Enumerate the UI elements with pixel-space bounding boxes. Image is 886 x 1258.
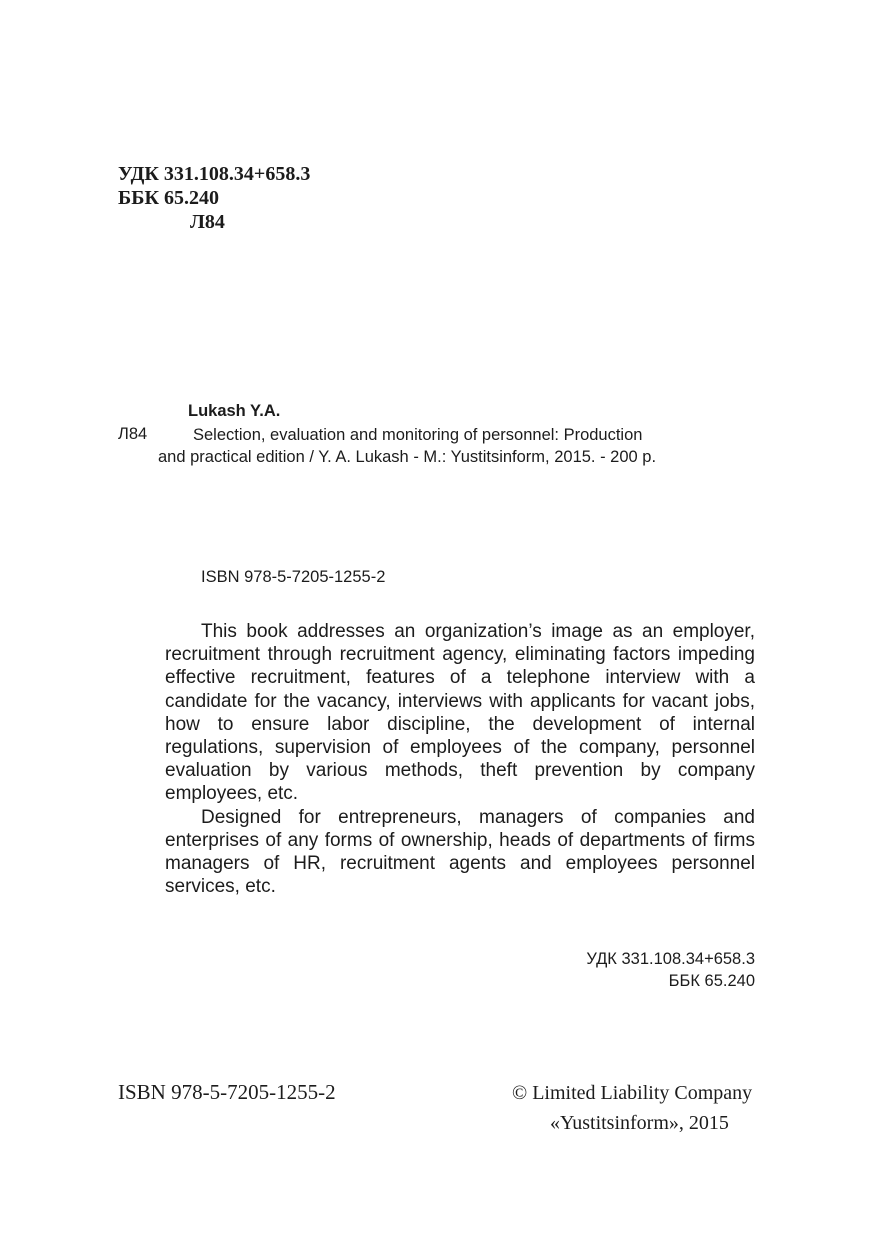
classification-codes-header	[118, 162, 310, 234]
catalog-author: Lukash Y.A.	[188, 402, 281, 420]
copyright-line-2: «Yustitsinform», 2015	[550, 1112, 729, 1134]
copyright	[512, 1078, 752, 1138]
bibliographic-description	[158, 425, 760, 468]
abstract-paragraph-1: This book addresses an organization’s image as an employer, recruitment through recruitment agency, eliminating factors impeding effective recruitment, features of a telephone interview with a candidate for the vacancy, interviews with applicants for vacant jobs, how to ensure labor discipline, the development of internal regulations, supervision of employees of the company, personnel evaluation by various methods, theft prevention by company employees, etc.	[165, 621, 755, 805]
abstract-paragraph-2: Designed for entrepreneurs, managers of companies and enterprises of any forms of ownership, heads of departments of firms managers of HR, recruitment agents and employees personnel services, etc.	[165, 806, 755, 898]
isbn-top: ISBN 978-5-7205-1255-2	[201, 568, 386, 586]
footer-bbk-code: ББК 65.240	[668, 972, 755, 990]
bbk-code: ББК 65.240	[118, 187, 219, 209]
isbn-bottom: ISBN 978-5-7205-1255-2	[118, 1080, 336, 1104]
author-sign: Л84	[190, 211, 225, 233]
catalog-author-sign: Л84	[118, 425, 148, 443]
bibliographic-line-2: and practical edition / Y. A. Lukash - M.: Yustitsinform, 2015. - 200 p.	[158, 447, 657, 466]
bibliographic-line-1: Selection, evaluation and monitoring of personnel: Production	[193, 426, 643, 444]
footer-udk-code: УДК 331.108.34+658.3	[586, 950, 755, 968]
copyright-line-1: © Limited Liability Company	[512, 1082, 753, 1104]
udk-code: УДК 331.108.34+658.3	[118, 163, 311, 185]
classification-codes-footer	[586, 948, 755, 992]
abstract	[165, 620, 755, 898]
